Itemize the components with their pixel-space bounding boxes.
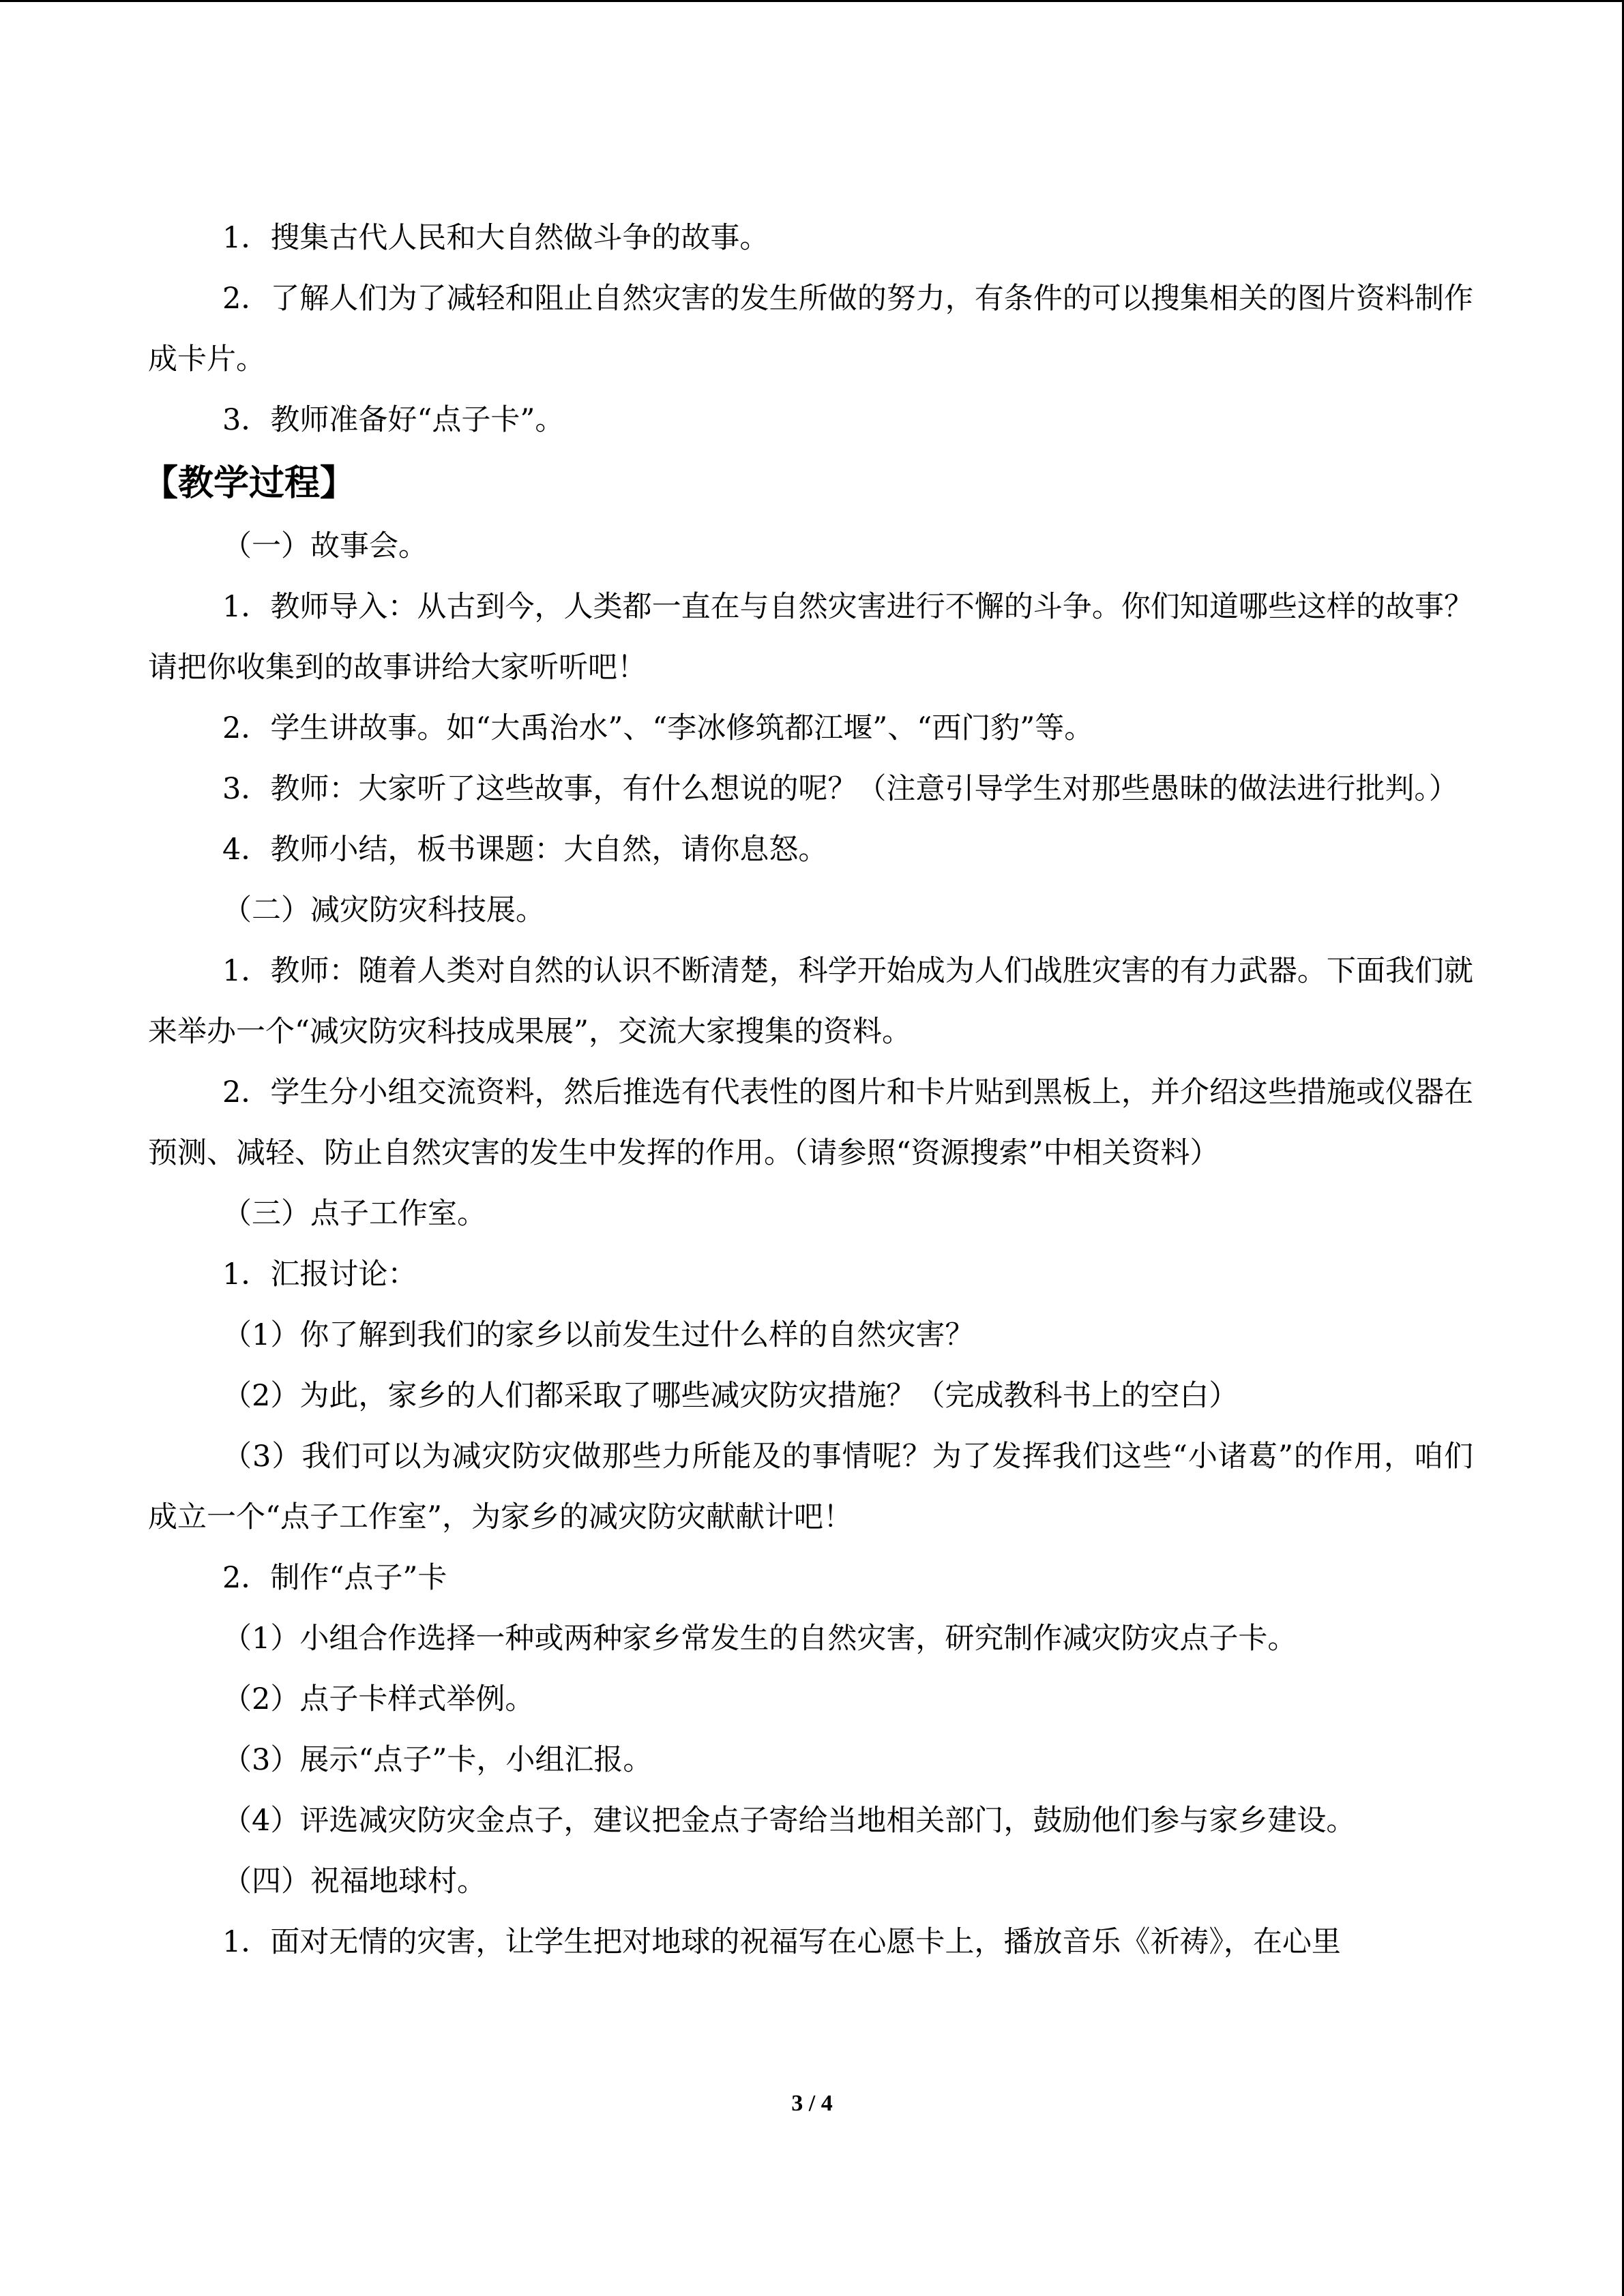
sec1-title: （一）故事会。 <box>222 529 428 563</box>
sec1-para-4: 4．教师小结，板书课题：大自然，请你息怒。 <box>222 833 828 867</box>
document-body <box>143 208 1473 1973</box>
sec3-step-4: （4）评选减灾防灾金点子，建议把金点子寄给当地相关部门，鼓励他们参与家乡建设。 <box>222 1804 1356 1838</box>
sec3-para-1: 1．汇报讨论： <box>222 1257 417 1292</box>
sec3-step-3: （3）展示“点子”卡，小组汇报。 <box>222 1743 653 1777</box>
prep-item-3: 3．教师准备好“点子卡”。 <box>222 403 565 437</box>
sec4-para-1: 1．面对无情的灾害，让学生把对地球的祝福写在心愿卡上，播放音乐《祈祷》，在心里 <box>222 1925 1341 1959</box>
prep-item-2: 2．了解人们为了减轻和阻止自然灾害的发生所做的努力，有条件的可以搜集相关的图片资料制作成卡片。 <box>148 282 1473 376</box>
sec2-para-1: 1．教师：随着人类对自然的认识不断清楚，科学开始成为人们战胜灾害的有力武器。下面我们就来举办一个“减灾防灾科技成果展”，交流大家搜集的资料。 <box>148 954 1473 1049</box>
sec3-question-1: （1）你了解到我们的家乡以前发生过什么样的自然灾害？ <box>222 1318 975 1352</box>
page-number: 3 / 4 <box>791 2091 833 2116</box>
sec3-step-2: （2）点子卡样式举例。 <box>222 1682 535 1716</box>
sec1-para-2: 2．学生讲故事。如“大禹治水”、“李冰修筑都江堰”、“西门豹”等。 <box>222 711 1094 745</box>
sec3-title: （三）点子工作室。 <box>222 1197 486 1231</box>
prep-item-1: 1．搜集古代人民和大自然做斗争的故事。 <box>222 221 769 255</box>
sec2-para-2: 2．学生分小组交流资料，然后推选有代表性的图片和卡片贴到黑板上，并介绍这些措施或仪器在预测、减轻、防止自然灾害的发生中发挥的作用。（请参照“资源搜索”中相关资料） <box>148 1075 1473 1170</box>
sec3-step-1: （1）小组合作选择一种或两种家乡常发生的自然灾害，研究制作减灾防灾点子卡。 <box>222 1622 1297 1656</box>
sec4-title: （四）祝福地球村。 <box>222 1864 486 1898</box>
sec1-para-1: 1．教师导入：从古到今，人类都一直在与自然灾害进行不懈的斗争。你们知道哪些这样的故事？请把你收集到的故事讲给大家听听吧！ <box>148 590 1473 685</box>
section-heading-teaching-process: 【教学过程】 <box>143 463 356 504</box>
sec2-title: （二）减灾防灾科技展。 <box>222 893 545 927</box>
sec1-para-3: 3．教师：大家听了这些故事，有什么想说的呢？（注意引导学生对那些愚昧的做法进行批判。） <box>222 772 1458 806</box>
sec3-question-3: （3）我们可以为减灾防灾做那些力所能及的事情呢？为了发挥我们这些“小诸葛”的作用，咱们成立一个“点子工作室”，为家乡的减灾防灾献献计吧！ <box>148 1440 1473 1534</box>
sec3-question-2: （2）为此，家乡的人们都采取了哪些减灾防灾措施？（完成教科书上的空白） <box>222 1379 1239 1413</box>
sec3-para-2: 2．制作“点子”卡 <box>222 1561 447 1595</box>
